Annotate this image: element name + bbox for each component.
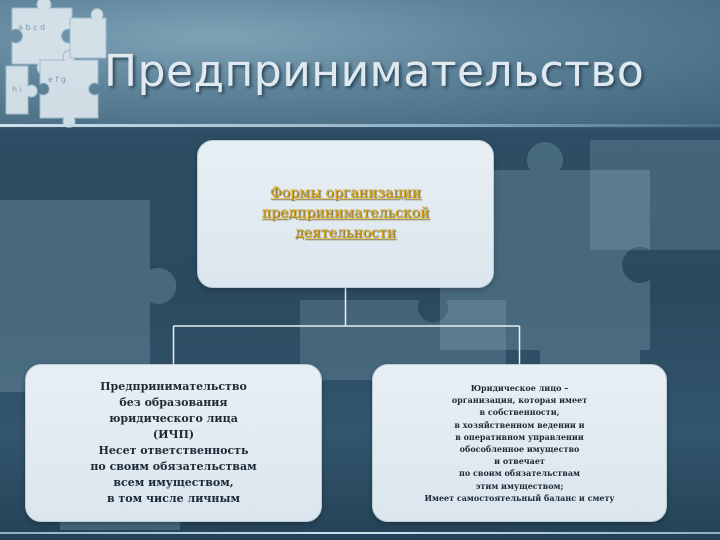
svg-text:h i: h i xyxy=(12,85,22,94)
child-node-sole-proprietor-label: Предпринимательство без образования юридического лица (ИЧП) Несет ответственность по своим обязательствам всем имуществом, в том числе личным xyxy=(90,380,257,505)
footer-divider xyxy=(0,532,720,534)
child-node-legal-entity-label: Юридическое лицо – организация, которая имеет в собственности, в хозяйственном ведении и в оперативном управлении обособленное имущество и отвечает по своим обязательствам этим имуществом; Имеет самостоятельный баланс и смету xyxy=(424,382,615,503)
svg-text:e f g: e f g xyxy=(48,75,66,84)
root-node-label: Формы организации предпринимательской деятельности xyxy=(261,185,430,241)
corner-puzzle-icon xyxy=(6,0,106,127)
svg-text:a b c d: a b c d xyxy=(18,23,46,32)
child-node-sole-proprietor xyxy=(25,364,322,522)
child-node-legal-entity xyxy=(372,364,667,522)
header-divider xyxy=(0,124,720,127)
root-node xyxy=(197,140,494,288)
slide-title: Предпринимательство xyxy=(104,46,645,97)
